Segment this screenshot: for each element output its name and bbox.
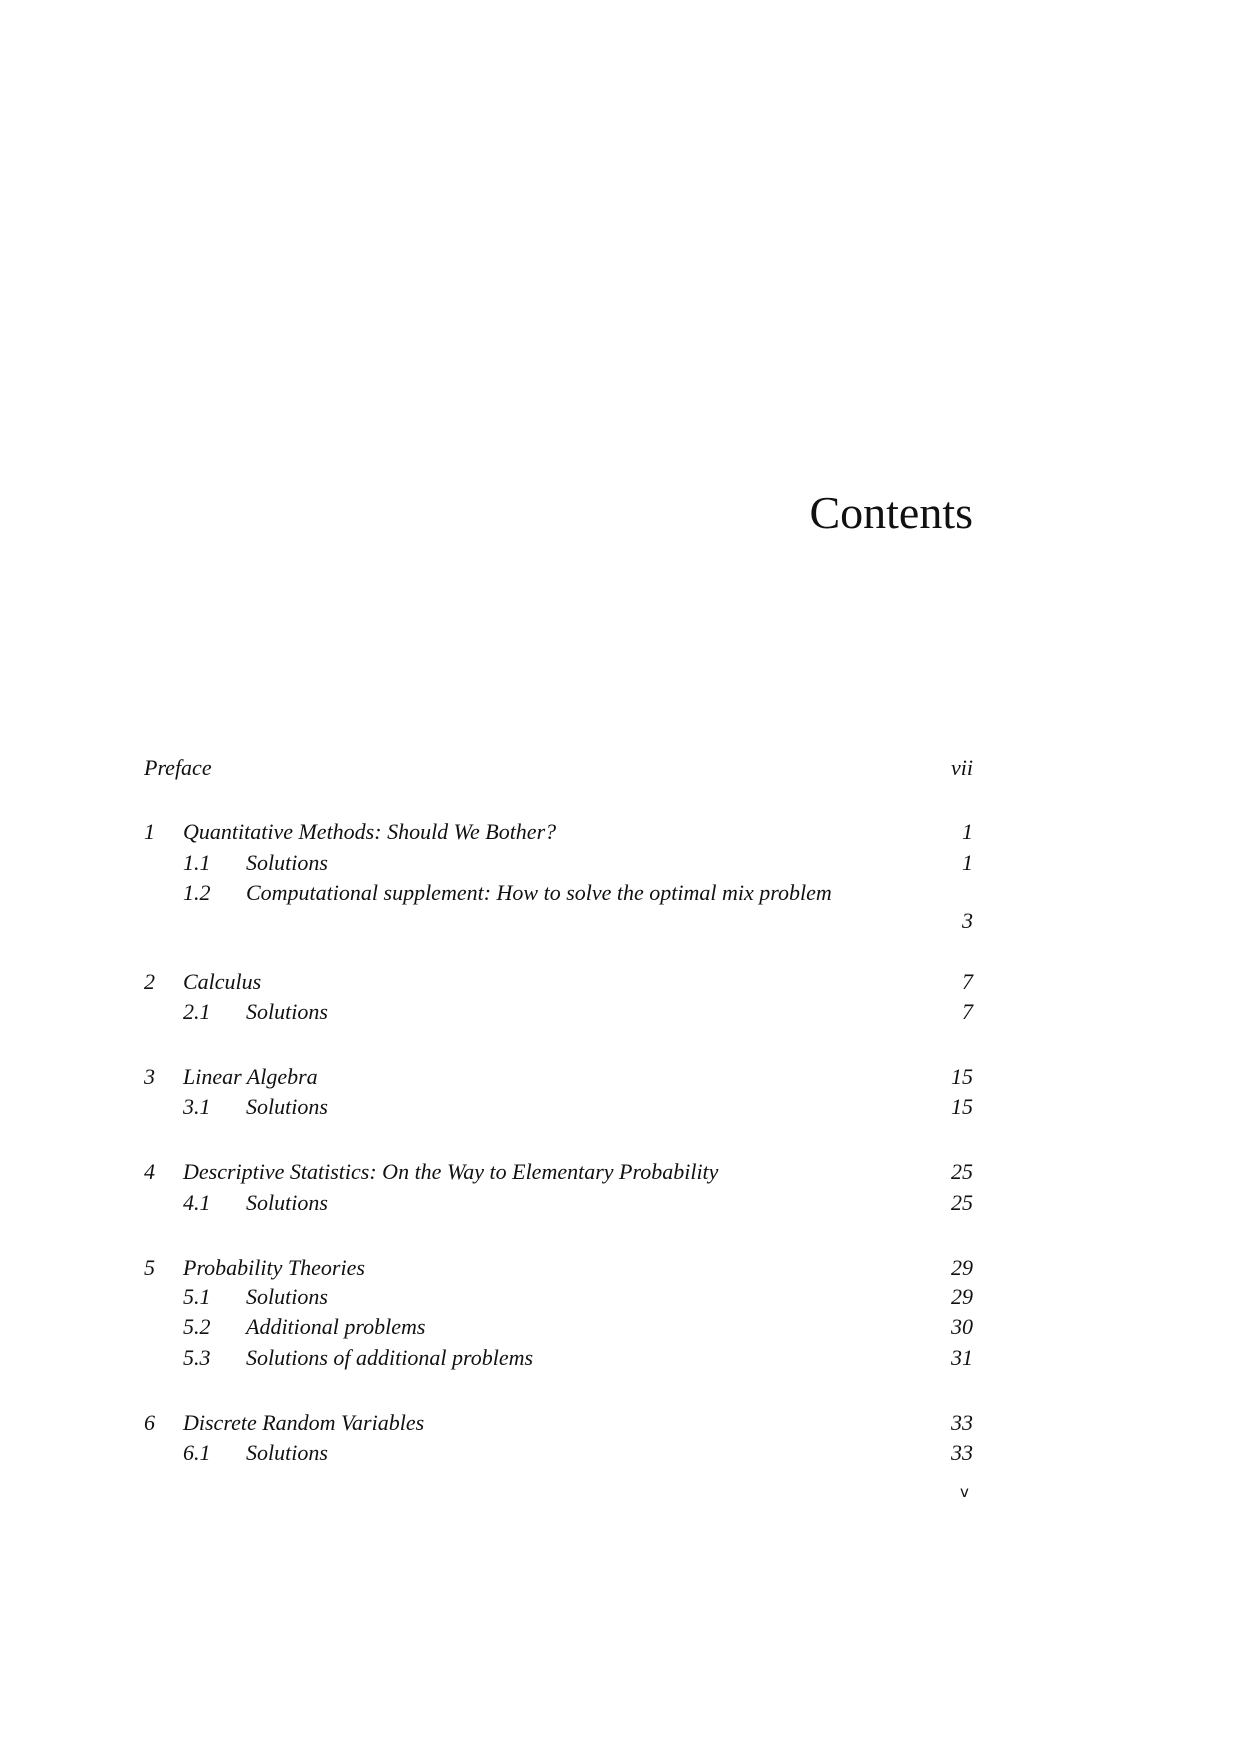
toc-entry-page: vii: [951, 755, 973, 780]
toc-entry-title: Additional problems: [246, 1314, 426, 1339]
toc-chapter-6[interactable]: [144, 1409, 973, 1437]
page-title: Contents: [809, 487, 973, 538]
toc-entry-number: 5.1: [183, 1284, 211, 1309]
toc-chapter-3[interactable]: [144, 1063, 973, 1091]
toc-entry-title: Solutions: [246, 1284, 328, 1309]
toc-entry-title: Solutions: [246, 1440, 328, 1465]
toc-chapter-2[interactable]: [144, 968, 973, 996]
toc-entry-title: Discrete Random Variables: [183, 1410, 425, 1435]
toc-entry-number: 3: [144, 1064, 155, 1089]
toc-entry-title: Linear Algebra: [183, 1064, 318, 1089]
toc-section-1-2[interactable]: [144, 879, 973, 935]
toc-entry-page: 33: [951, 1410, 973, 1435]
toc-section-5-1[interactable]: [144, 1283, 973, 1311]
toc-entry-page: 3: [962, 908, 973, 933]
toc-entry-title: Preface: [144, 755, 212, 780]
toc-entry-title: Probability Theories: [183, 1255, 365, 1280]
toc-entry-number: 2.1: [183, 999, 211, 1024]
toc-entry-preface[interactable]: [144, 754, 973, 782]
toc-entry-page: 1: [962, 819, 973, 844]
toc-section-3-1[interactable]: [144, 1093, 973, 1121]
toc-chapter-4[interactable]: [144, 1158, 973, 1186]
toc-entry-title: Solutions of additional problems: [246, 1345, 534, 1370]
toc-entry-title: Solutions: [246, 1190, 328, 1215]
toc-entry-page: 1: [962, 850, 973, 875]
toc-chapter-5[interactable]: [144, 1254, 973, 1282]
toc-entry-title: Quantitative Methods: Should We Bother?: [183, 819, 557, 844]
toc-section-6-1[interactable]: [144, 1439, 973, 1467]
toc-entry-number: 4.1: [183, 1190, 211, 1215]
toc-entry-page: 30: [951, 1314, 973, 1339]
toc-entry-number: 4: [144, 1159, 155, 1184]
toc-section-5-3[interactable]: [144, 1344, 973, 1372]
toc-entry-page: 25: [951, 1190, 973, 1215]
toc-section-4-1[interactable]: [144, 1189, 973, 1217]
toc-entry-number: 6: [144, 1410, 155, 1435]
page-number: v: [960, 1483, 969, 1501]
toc-entry-title: Solutions: [246, 1094, 328, 1119]
toc-entry-title: Solutions: [246, 999, 328, 1024]
toc-entry-page: 15: [951, 1064, 973, 1089]
toc-entry-page: 15: [951, 1094, 973, 1119]
toc-entry-page: 31: [951, 1345, 973, 1370]
toc-entry-number: 6.1: [183, 1440, 211, 1465]
toc-entry-number: 1: [144, 819, 155, 844]
toc-section-1-1[interactable]: [144, 849, 973, 877]
toc-entry-number: 5: [144, 1255, 155, 1280]
toc-entry-page: 7: [962, 999, 973, 1024]
toc-entry-title: Calculus: [183, 969, 262, 994]
toc-chapter-1[interactable]: [144, 818, 973, 846]
toc-entry-page: 7: [962, 969, 973, 994]
toc-entry-number: 1.1: [183, 850, 211, 875]
toc-entry-title: Descriptive Statistics: On the Way to Elementary Probability: [183, 1159, 719, 1184]
toc-entry-page: 29: [951, 1255, 973, 1280]
toc-entry-page: 25: [951, 1159, 973, 1184]
toc-entry-title: Computational supplement: How to solve the optimal mix problem: [246, 880, 832, 905]
toc-entry-number: 2: [144, 969, 155, 994]
toc-entry-page: 33: [951, 1440, 973, 1465]
toc-entry-title: Solutions: [246, 850, 328, 875]
toc-section-2-1[interactable]: [144, 998, 973, 1026]
toc-entry-number: 5.3: [183, 1345, 211, 1370]
toc-entry-number: 3.1: [183, 1094, 211, 1119]
toc-entry-page: 29: [951, 1284, 973, 1309]
toc-entry-number: 5.2: [183, 1314, 211, 1339]
toc-section-5-2[interactable]: [144, 1313, 973, 1341]
toc-entry-number: 1.2: [183, 880, 211, 905]
